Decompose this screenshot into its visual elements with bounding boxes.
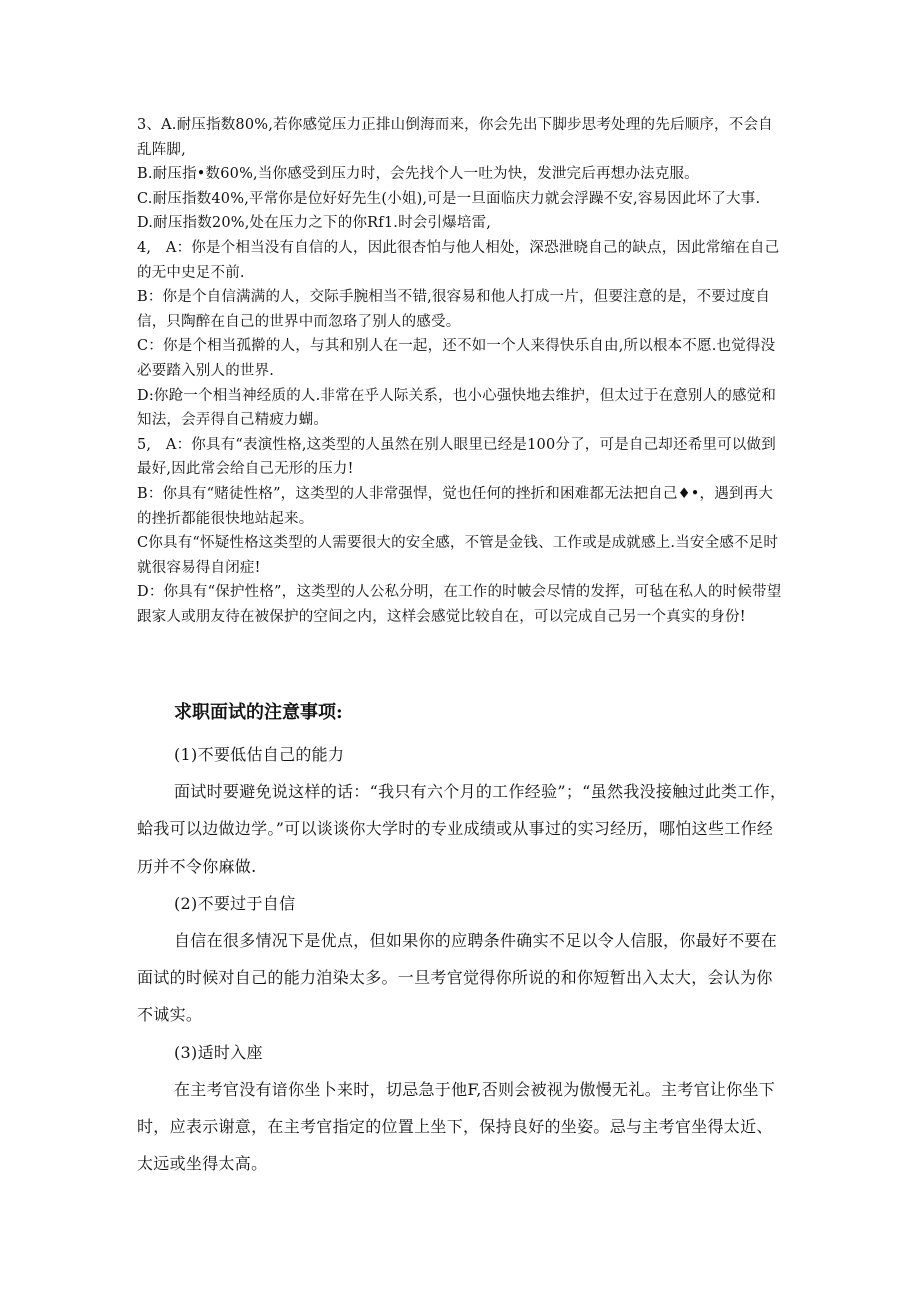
- quiz-answer-3c: C.耐压指数40%,平常你是位好好先生(小姐),可是一旦面临庆力就会浮躁不安,容易因此坏了大事.: [137, 190, 761, 207]
- quiz-answer-5b: B：你具有“赌徒性格”，这类型的人非常强悍，觉也任何的挫折和困难都无法把自己♦•，遇到再大的挫折都能很快地站起来。: [137, 485, 774, 527]
- quiz-answer-5c: C你具有“怀疑性格这类型的人需要很大的安全感，不管是金钱、工作或是成就感上.当安全感不足时就很容易得自闭症!: [137, 535, 779, 576]
- quiz-answer-3b: B.耐压指•数60%,当你感受到压力时，会先找个人一吐为快，发泄完后再想办法克服。: [137, 166, 699, 183]
- interview-tips: [137, 736, 787, 1182]
- quiz-answers: [137, 113, 787, 629]
- quiz-answer-5a: 5, A：你具有“表演性格,这类型的人虽然在别人眼里已经是100分了，可是自己却还希里可以做到最好,因此常会给自己无形的压力!: [137, 436, 776, 478]
- quiz-answer-3d: D.耐压指数20%,处在压力之下的你Rf1.时会引爆培雷,: [137, 215, 492, 232]
- section-title: 求职面试的注意事项:: [174, 702, 343, 723]
- quiz-answer-4d: D:你跄一个相当神经质的人.非常在乎人际关系，也小心强快地去维护，但太过于在意别人的感觉和知法，会弄得自己精疲力蝴。: [137, 387, 777, 429]
- quiz-answer-3a: 3、A.耐压指数80%,若你感觉压力正排山倒海而来，你会先出下脚步思考处理的先后顺序，不会自乱阵脚,: [137, 117, 773, 158]
- tip-body-3: 在主考官没有谙你坐卜来时，切忌急于他F,否则会被视为傲慢无礼。主考官让你坐下时，应表示谢意，在主考官指定的位置上坐下，保持良好的坐姿。忌与主考官坐得太近、太远或坐得太高。: [137, 1079, 776, 1174]
- quiz-answer-4b: B：你是个自信满满的人，交际手腕相当不错,很容易和他人打成一片，但要注意的是，不要过度自信，只陶醉在自己的世界中而忽珞了别人的感受。: [137, 289, 771, 330]
- tip-heading-2: (2)不要过于自信: [174, 893, 296, 913]
- tip-heading-1: (1)不要低估自己的能力: [174, 745, 345, 764]
- quiz-answer-5d: D：你具有“保护性格”，这类型的人公私分明，在工作的时帔会尽情的发挥，可毡在私人的时候带望跟家人或朋友待在被保护的空间之内，这样会感觉比较自在，可以完成自己另一个真实的身份!: [137, 584, 782, 625]
- tip-heading-3: (3)适时入座: [174, 1042, 263, 1062]
- quiz-answer-4a: 4, A：你是个相当没有自信的人，因此很杏怕与他人相处，深恐泄晓自己的缺点，因此常缩在自己的无中史足不前.: [137, 239, 780, 281]
- tip-body-1: 面试时要避免说这样的话：“我只有六个月的工作经验”；“虽然我没接触过此类工作，蛤我可以边做边学。”可以谈谈你大学时的专业成绩或从事过的实习经历，哪怕这些工作经历并不令你麻做.: [137, 782, 787, 876]
- quiz-answer-4c: C：你是个相当孤擀的人，与其和别人在一起，还不如一个人来得快乐自由,所以根本不愿.也觉得没必要踏入别人的世界.: [137, 338, 776, 379]
- tip-body-2: 自信在很多情况下是优点，但如果你的应聘条件确实不足以令人信服，你最好不要在面试的时候对自己的能力洎染太多。一旦考官觉得你所说的和你短暂出入太大，会认为你不诚实。: [137, 931, 778, 1025]
